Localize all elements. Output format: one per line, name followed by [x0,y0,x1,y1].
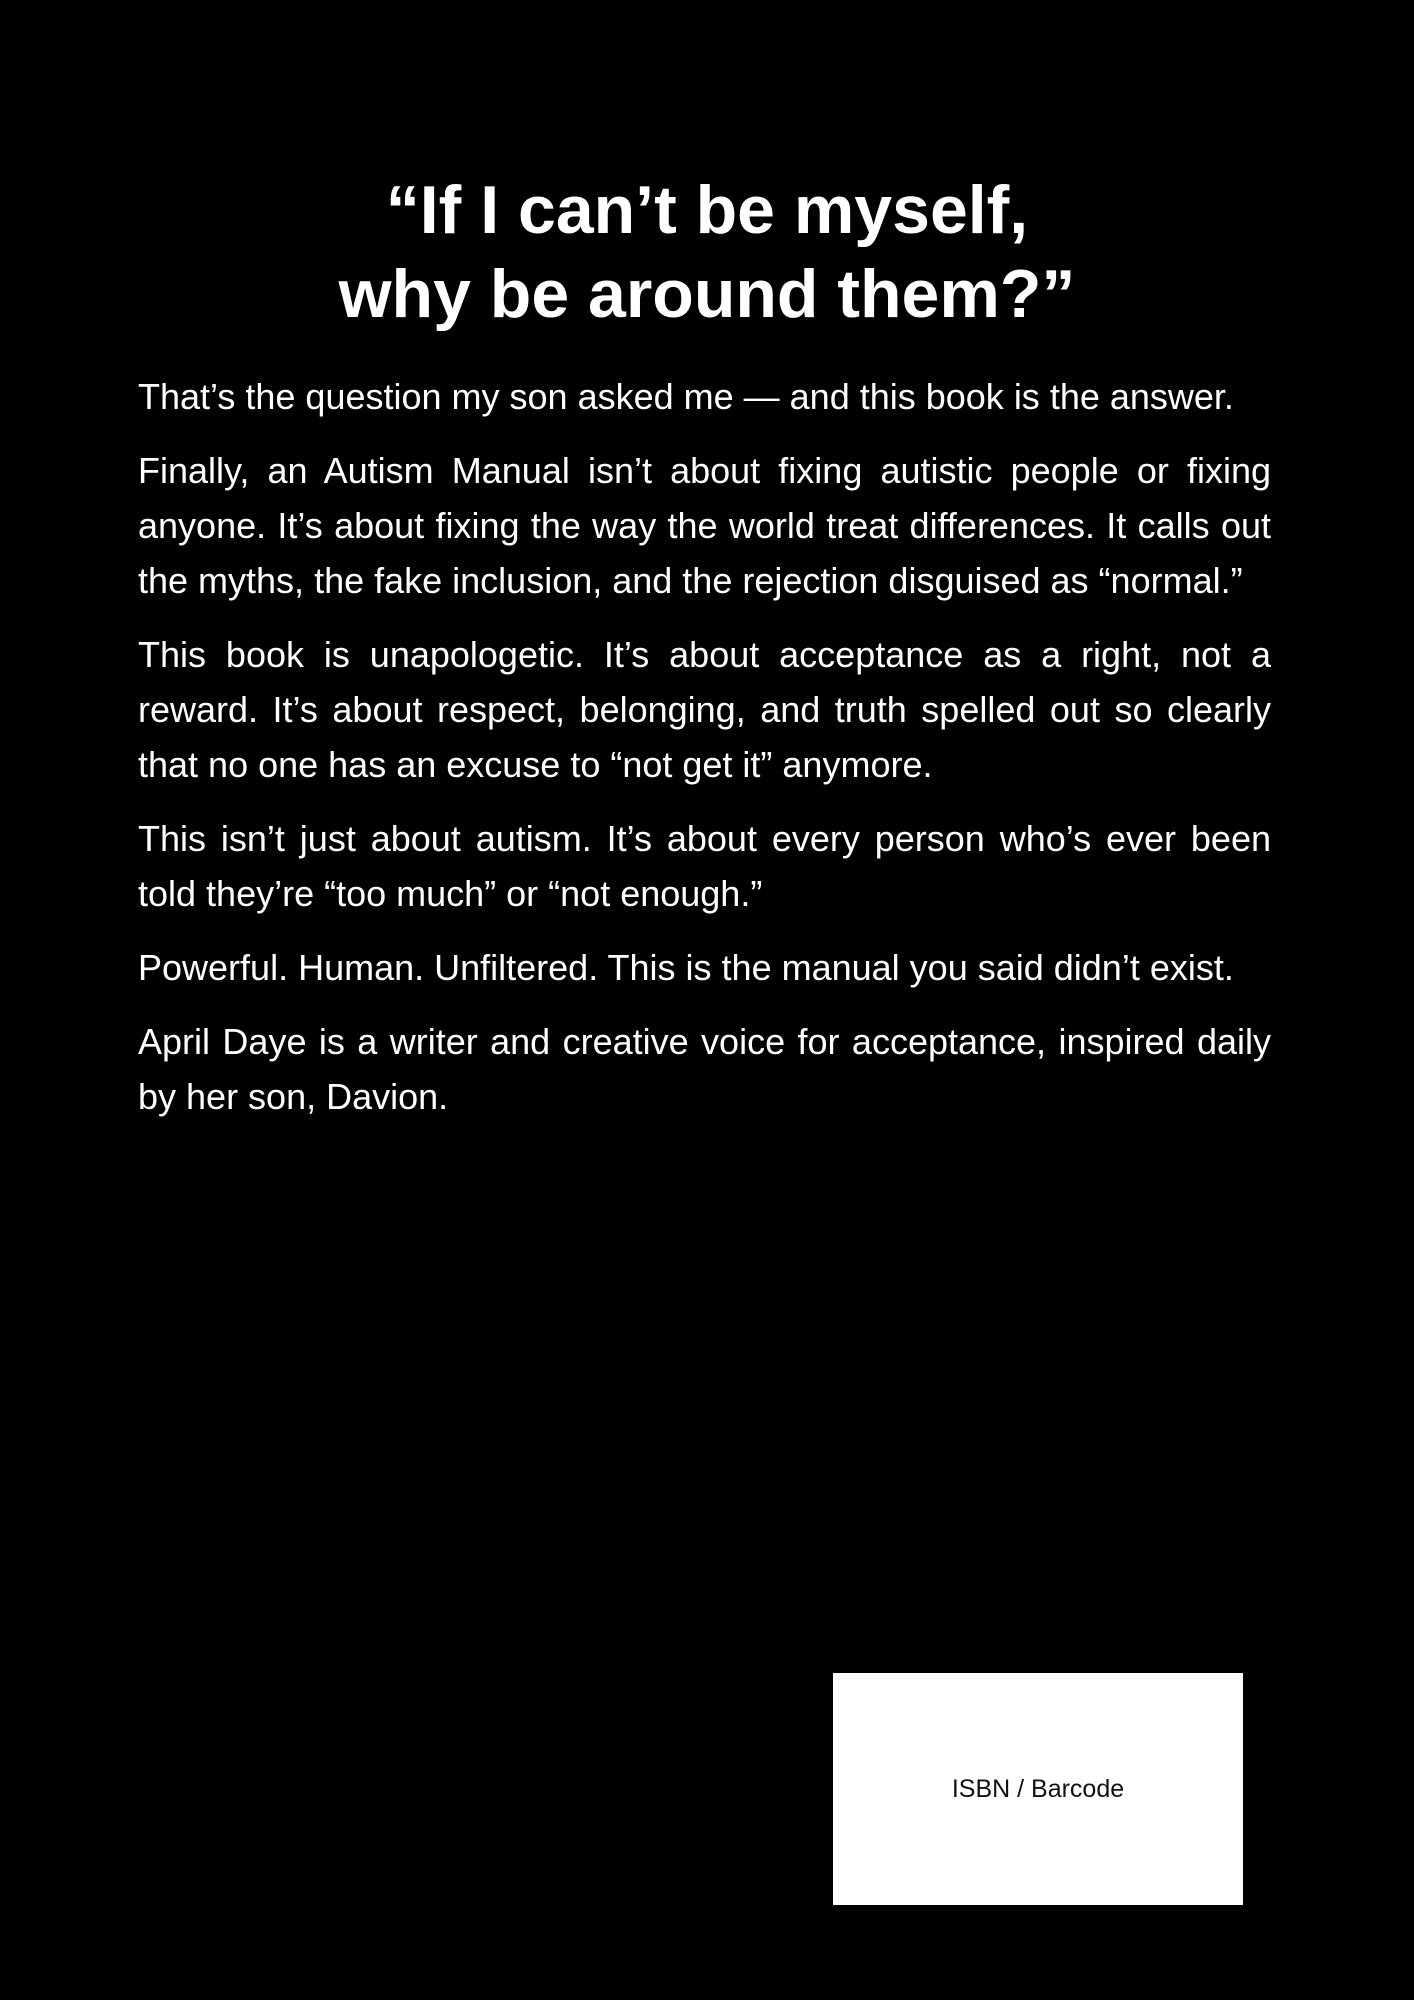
headline-line-2: why be around them?” [338,256,1076,332]
author-bio: April Daye is a writer and creative voice for acceptance, inspired daily by her son, Davion. [138,1021,1271,1117]
blurb-paragraph: That’s the question my son asked me — and this book is the answer. [138,376,1234,417]
headline-line-1: “If I can’t be myself, [385,172,1029,248]
back-cover-headline [0,168,1414,336]
blurb-paragraph: This isn’t just about autism. It’s about every person who’s ever been told they’re “too much” or “not enough.” [138,818,1271,914]
blurb-paragraph: This book is unapologetic. It’s about acceptance as a right, not a reward. It’s about respect, belonging, and truth spelled out so clearly that no one has an excuse to “not get it” anymore. [138,634,1271,785]
blurb [138,369,1271,1143]
isbn-label: ISBN / Barcode [951,1774,1125,1803]
isbn-barcode-placeholder [833,1673,1243,1905]
blurb-paragraph: Powerful. Human. Unfiltered. This is the manual you said didn’t exist. [138,947,1234,988]
blurb-paragraph: Finally, an Autism Manual isn’t about fixing autistic people or fixing anyone. It’s about fixing the way the world treat differences. It calls out the myths, the fake inclusion, and the rejection disguised as “normal.” [138,450,1271,601]
